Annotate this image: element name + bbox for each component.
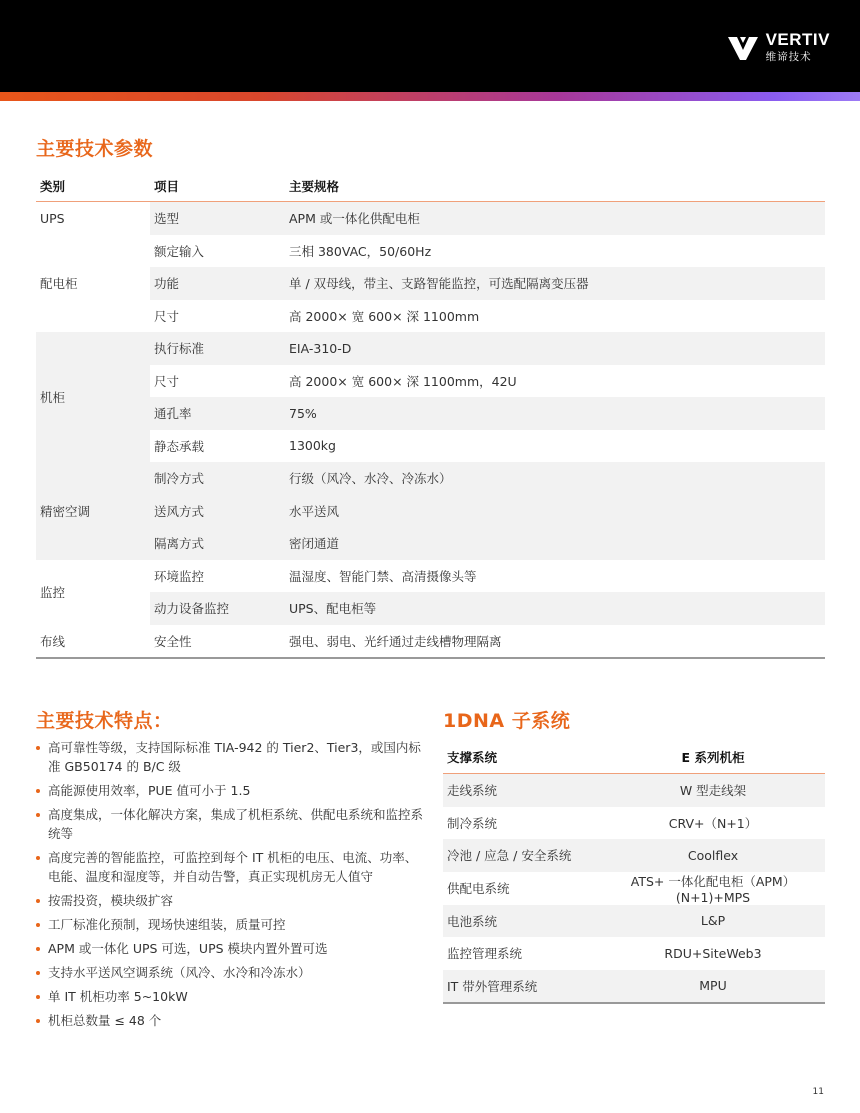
- system-name-cell: 电池系统: [443, 905, 601, 938]
- table-row: [36, 332, 825, 365]
- header-spec: 主要规格: [285, 170, 825, 202]
- spec-cell: 水平送风: [285, 495, 825, 528]
- item-cell: 送风方式: [150, 495, 285, 528]
- feature-text: 机柜总数量 ≤ 48 个: [48, 1013, 162, 1028]
- item-cell: 额定输入: [154, 243, 205, 259]
- header-support-system: 支撑系统: [443, 741, 601, 774]
- table-row: [36, 462, 825, 495]
- list-item: [36, 738, 426, 776]
- list-item: [36, 891, 426, 910]
- item-cell: 制冷方式: [150, 462, 285, 495]
- item-cell: 选型: [150, 202, 285, 235]
- bullet-icon: [36, 995, 40, 999]
- spec-body: [36, 202, 825, 659]
- system-value-cell: RDU+SiteWeb3: [664, 945, 762, 961]
- list-item: [36, 987, 426, 1006]
- header-e-series: E 系列机柜: [601, 741, 825, 774]
- subsystem-body: [443, 774, 825, 1004]
- table-row: [36, 267, 825, 300]
- table-row: [443, 937, 825, 970]
- feature-text: 高度集成，一体化解决方案，集成了机柜系统、供配电系统和监控系统等: [48, 807, 424, 841]
- table-row: [36, 202, 825, 235]
- category-cell: 配电柜: [40, 276, 78, 292]
- table-row: [443, 839, 825, 872]
- table-row: [36, 235, 825, 268]
- category-cell: 监控: [40, 585, 66, 600]
- category-cell: 精密空调: [36, 462, 150, 560]
- header-bar: [0, 0, 860, 92]
- feature-text: APM 或一体化 UPS 可选，UPS 模块内置外置可选: [48, 941, 328, 956]
- system-value-cell: ATS+ 一体化配电柜（APM）(N+1)+MPS: [630, 873, 796, 905]
- subsystem-header-row: [443, 741, 825, 774]
- bullet-icon: [36, 856, 40, 860]
- system-value-cell: CRV+（N+1）: [668, 815, 758, 831]
- bullet-icon: [36, 746, 40, 750]
- item-cell: 尺寸: [154, 373, 180, 389]
- spec-table: [36, 170, 825, 659]
- system-value-cell: L&P: [601, 905, 825, 938]
- feature-text: 高能源使用效率，PUE 值可小于 1.5: [48, 783, 251, 798]
- bullet-icon: [36, 813, 40, 817]
- list-item: [36, 939, 426, 958]
- list-item: [36, 915, 426, 934]
- feature-text: 单 IT 机柜功率 5~10kW: [48, 989, 188, 1004]
- spec-cell: APM 或一体化供配电柜: [285, 202, 825, 235]
- item-cell: 安全性: [150, 625, 285, 659]
- item-cell: 环境监控: [154, 568, 205, 584]
- features-list: [36, 738, 426, 1035]
- system-name-cell: 走线系统: [443, 774, 601, 807]
- system-value-cell: Coolflex: [601, 839, 825, 872]
- features-title: 主要技术特点：: [36, 710, 173, 732]
- spec-cell: 温湿度、智能门禁、高清摄像头等: [289, 568, 477, 584]
- spec-cell: UPS、配电柜等: [285, 592, 825, 625]
- bullet-icon: [36, 789, 40, 793]
- table-row: [36, 592, 825, 625]
- subsystem-title: 1DNA 子系统: [443, 710, 571, 732]
- spec-cell: 75%: [285, 397, 825, 430]
- system-name-cell: 冷池 / 应急 / 安全系统: [443, 839, 601, 872]
- bullet-icon: [36, 947, 40, 951]
- page-number: 11: [812, 1087, 824, 1097]
- system-value-cell: W 型走线架: [601, 774, 825, 807]
- category-cell: UPS: [40, 210, 65, 226]
- spec-cell: 1300kg: [289, 438, 336, 454]
- table-row: [36, 625, 825, 659]
- item-cell: 执行标准: [150, 332, 285, 365]
- table-row: [36, 560, 825, 593]
- spec-title: 主要技术参数: [36, 138, 154, 160]
- spec-cell: 强电、弱电、光纤通过走线槽物理隔离: [285, 625, 825, 659]
- list-item: [36, 805, 426, 843]
- vertiv-logo: [728, 30, 830, 64]
- system-name-cell: 监控管理系统: [447, 946, 523, 962]
- table-row: [36, 527, 825, 560]
- list-item: [36, 781, 426, 800]
- feature-text: 工厂标准化预制，现场快速组装，质量可控: [48, 917, 286, 932]
- list-item: [36, 848, 426, 886]
- table-row: [443, 905, 825, 938]
- table-row: [36, 397, 825, 430]
- feature-text: 支持水平送风空调系统（风冷、水冷和冷冻水）: [48, 965, 311, 980]
- bullet-icon: [36, 923, 40, 927]
- category-cell: 布线: [36, 625, 150, 659]
- header-item: 项目: [150, 170, 285, 202]
- bullet-icon: [36, 899, 40, 903]
- list-item: [36, 1011, 426, 1030]
- table-row: [443, 774, 825, 807]
- system-name-cell: IT 带外管理系统: [443, 970, 601, 1004]
- item-cell: 尺寸: [154, 308, 180, 324]
- system-name-cell: 制冷系统: [447, 815, 498, 831]
- item-cell: 动力设备监控: [150, 592, 285, 625]
- spec-cell: 单 / 双母线，带主、支路智能监控，可选配隔离变压器: [285, 267, 825, 300]
- spec-cell: 密闭通道: [285, 527, 825, 560]
- feature-text: 高度完善的智能监控，可监控到每个 IT 机柜的电压、电流、功率、电能、温度和湿度等，并自动告警，真正实现机房无人值守: [48, 850, 418, 884]
- brand-name: VERTIV: [765, 30, 830, 50]
- item-cell: 功能: [150, 267, 285, 300]
- spec-cell: 高 2000× 宽 600× 深 1100mm: [289, 308, 480, 324]
- spec-cell: 三相 380VAC，50/60Hz: [289, 243, 432, 259]
- feature-text: 按需投资，模块级扩容: [48, 893, 174, 908]
- feature-text: 高可靠性等级，支持国际标准 TIA-942 的 Tier2、Tier3，或国内标准 GB50174 的 B/C 级: [48, 740, 421, 774]
- spec-header-row: [36, 170, 825, 202]
- item-cell: 静态承载: [154, 438, 205, 454]
- item-cell: 通孔率: [150, 397, 285, 430]
- table-row: [36, 365, 825, 398]
- table-row: [36, 300, 825, 333]
- list-item: [36, 963, 426, 982]
- spec-cell: EIA-310-D: [285, 332, 825, 365]
- table-row: [36, 430, 825, 463]
- gradient-stripe: [0, 92, 860, 101]
- header-category: 类别: [36, 170, 150, 202]
- subsystem-table: [443, 741, 825, 1004]
- table-row: [443, 807, 825, 840]
- system-value-cell: MPU: [601, 970, 825, 1004]
- brand-subtitle: 维谛技术: [765, 51, 812, 64]
- item-cell: 隔离方式: [150, 527, 285, 560]
- category-cell: 机柜: [36, 332, 150, 462]
- table-row: [36, 495, 825, 528]
- bullet-icon: [36, 1019, 40, 1023]
- system-name-cell: 供配电系统: [447, 881, 510, 896]
- table-row: [443, 970, 825, 1004]
- spec-cell: 高 2000× 宽 600× 深 1100mm，42U: [289, 373, 517, 389]
- bullet-icon: [36, 971, 40, 975]
- vertiv-chevron-icon: [728, 33, 758, 61]
- table-row: [443, 872, 825, 905]
- spec-cell: 行级（风冷、水冷、冷冻水）: [285, 462, 825, 495]
